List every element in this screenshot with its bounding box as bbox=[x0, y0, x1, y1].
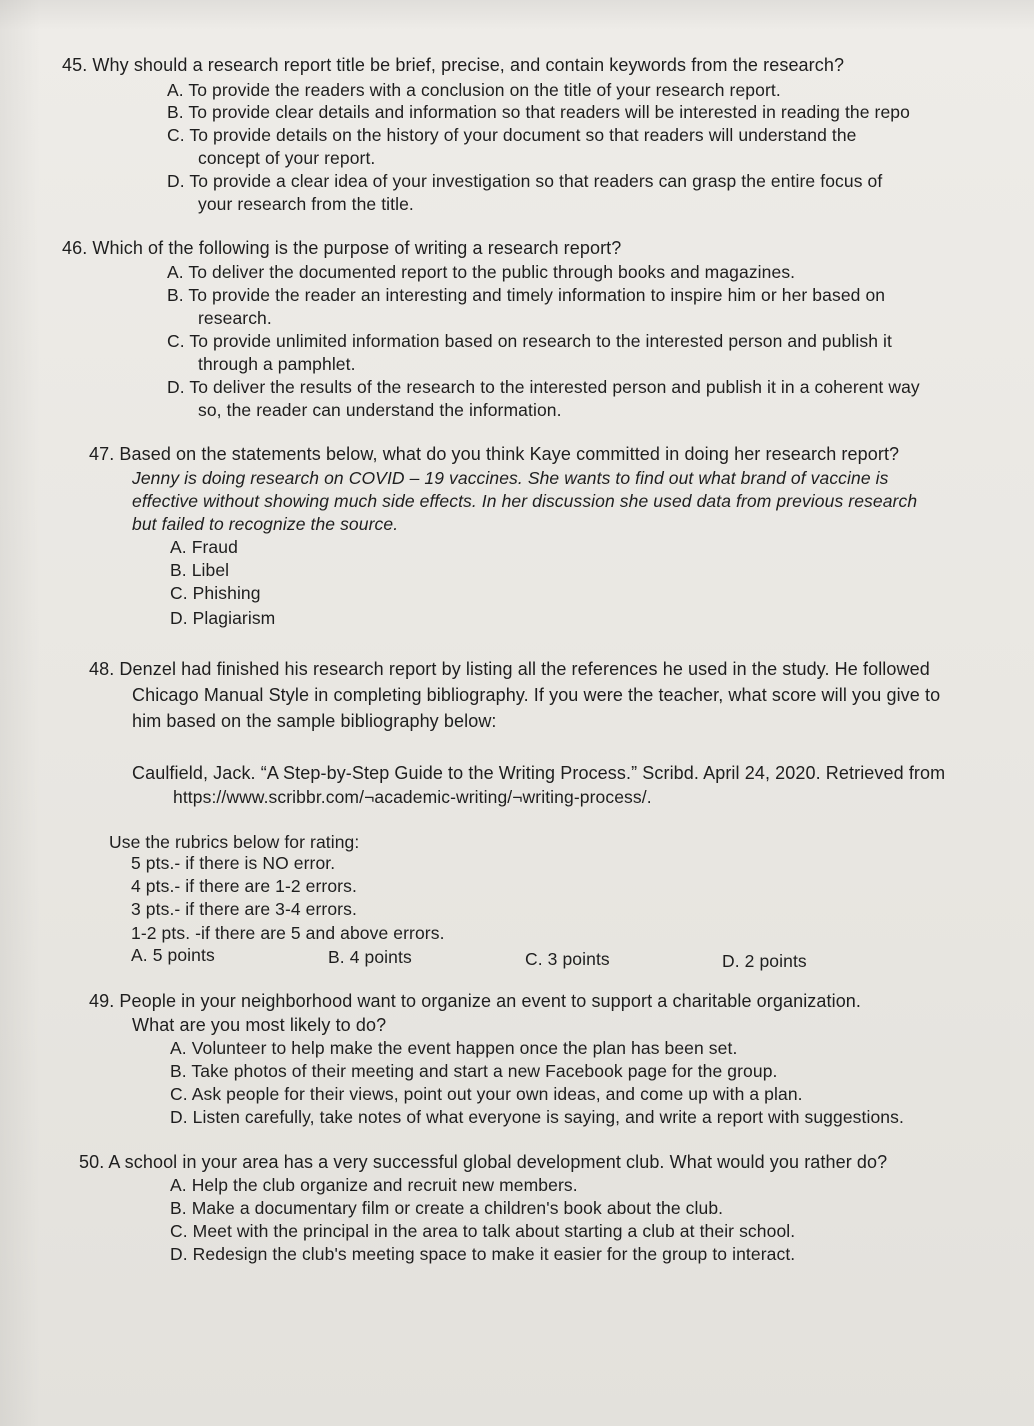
q47-passage-line-2: effective without showing much side effects. In her discussion she used data from previous research bbox=[132, 491, 918, 511]
q46-choice-c: C. To provide unlimited information based on research to the interested person and publish it bbox=[167, 331, 892, 351]
q47-choice-b: B. Libel bbox=[170, 560, 230, 580]
question-47: 47. Based on the statements below, what do you think Kaye committed in doing her research report? bbox=[89, 444, 900, 464]
q50-choice-d: D. Redesign the club's meeting space to make it easier for the group to interact. bbox=[170, 1244, 796, 1264]
q46-choice-d-cont: so, the reader can understand the information. bbox=[198, 400, 562, 420]
question-45: 45. Why should a research report title be brief, precise, and contain keywords from the research? bbox=[62, 55, 845, 75]
q48-rubric-title: Use the rubrics below for rating: bbox=[109, 832, 360, 852]
q48-choice-b: B. 4 points bbox=[328, 947, 412, 967]
q45-choice-a: A. To provide the readers with a conclusion on the title of your research report. bbox=[167, 80, 781, 100]
page-shadow-left bbox=[0, 0, 40, 1426]
q48-choice-a: A. 5 points bbox=[131, 945, 215, 965]
q48-choice-d: D. 2 points bbox=[722, 951, 807, 971]
q48-choice-c: C. 3 points bbox=[525, 949, 610, 969]
question-48: 48. Denzel had finished his research report by listing all the references he used in the study. He followed bbox=[89, 659, 930, 679]
q46-choice-c-cont: through a pamphlet. bbox=[198, 354, 356, 374]
question-49: 49. People in your neighborhood want to organize an event to support a charitable organization. bbox=[89, 991, 862, 1011]
question-46: 46. Which of the following is the purpose of writing a research report? bbox=[62, 238, 622, 258]
q47-choice-a: A. Fraud bbox=[170, 537, 238, 557]
q49-choice-a: A. Volunteer to help make the event happen once the plan has been set. bbox=[170, 1038, 738, 1058]
question-49-cont: What are you most likely to do? bbox=[132, 1015, 387, 1035]
q45-choice-d: D. To provide a clear idea of your investigation so that readers can grasp the entire focus of bbox=[167, 171, 883, 191]
q45-choice-d-cont: your research from the title. bbox=[198, 194, 414, 214]
q50-choice-a: A. Help the club organize and recruit new members. bbox=[170, 1175, 578, 1195]
q45-choice-c-cont: concept of your report. bbox=[198, 148, 376, 168]
page-shadow-top bbox=[0, 0, 1034, 30]
q45-choice-b: B. To provide clear details and information so that readers will be interested in reading the repo bbox=[167, 102, 910, 122]
q47-choice-c: C. Phishing bbox=[170, 583, 261, 603]
q48-rubric-5pts: 5 pts.- if there is NO error. bbox=[131, 853, 336, 873]
question-48-cont-2: him based on the sample bibliography below: bbox=[132, 711, 497, 731]
question-50: 50. A school in your area has a very successful global development club. What would you rather do? bbox=[79, 1152, 888, 1172]
q47-passage-line-1: Jenny is doing research on COVID – 19 vaccines. She wants to find out what brand of vaccine is bbox=[132, 468, 889, 488]
q48-rubric-4pts: 4 pts.- if there are 1-2 errors. bbox=[131, 876, 357, 896]
q50-choice-b: B. Make a documentary film or create a children's book about the club. bbox=[170, 1198, 724, 1218]
q49-choice-b: B. Take photos of their meeting and start a new Facebook page for the group. bbox=[170, 1061, 778, 1081]
q45-choice-c: C. To provide details on the history of your document so that readers will understand the bbox=[167, 125, 857, 145]
q47-choice-d: D. Plagiarism bbox=[170, 608, 276, 628]
q48-citation: Caulfield, Jack. “A Step-by-Step Guide to the Writing Process.” Scribd. April 24, 2020. Retrieved from bbox=[132, 763, 946, 783]
q48-rubric-3pts: 3 pts.- if there are 3-4 errors. bbox=[131, 899, 357, 919]
q49-choice-c: C. Ask people for their views, point out your own ideas, and come up with a plan. bbox=[170, 1084, 803, 1104]
q48-rubric-1-2pts: 1-2 pts. -if there are 5 and above errors. bbox=[131, 923, 445, 943]
q46-choice-b: B. To provide the reader an interesting and timely information to inspire him or her based on bbox=[167, 285, 886, 305]
q46-choice-d: D. To deliver the results of the research to the interested person and publish it in a coherent way bbox=[167, 377, 920, 397]
q46-choice-a: A. To deliver the documented report to the public through books and magazines. bbox=[167, 262, 796, 282]
question-48-cont-1: Chicago Manual Style in completing bibliography. If you were the teacher, what score will you give to bbox=[132, 685, 941, 705]
q50-choice-c: C. Meet with the principal in the area to talk about starting a club at their school. bbox=[170, 1221, 796, 1241]
q46-choice-b-cont: research. bbox=[198, 308, 272, 328]
q47-passage-line-3: but failed to recognize the source. bbox=[132, 514, 399, 534]
q49-choice-d: D. Listen carefully, take notes of what everyone is saying, and write a report with suggestions. bbox=[170, 1107, 904, 1127]
q48-citation-url: https://www.scribbr.com/¬academic-writing/¬writing-process/. bbox=[173, 787, 652, 807]
